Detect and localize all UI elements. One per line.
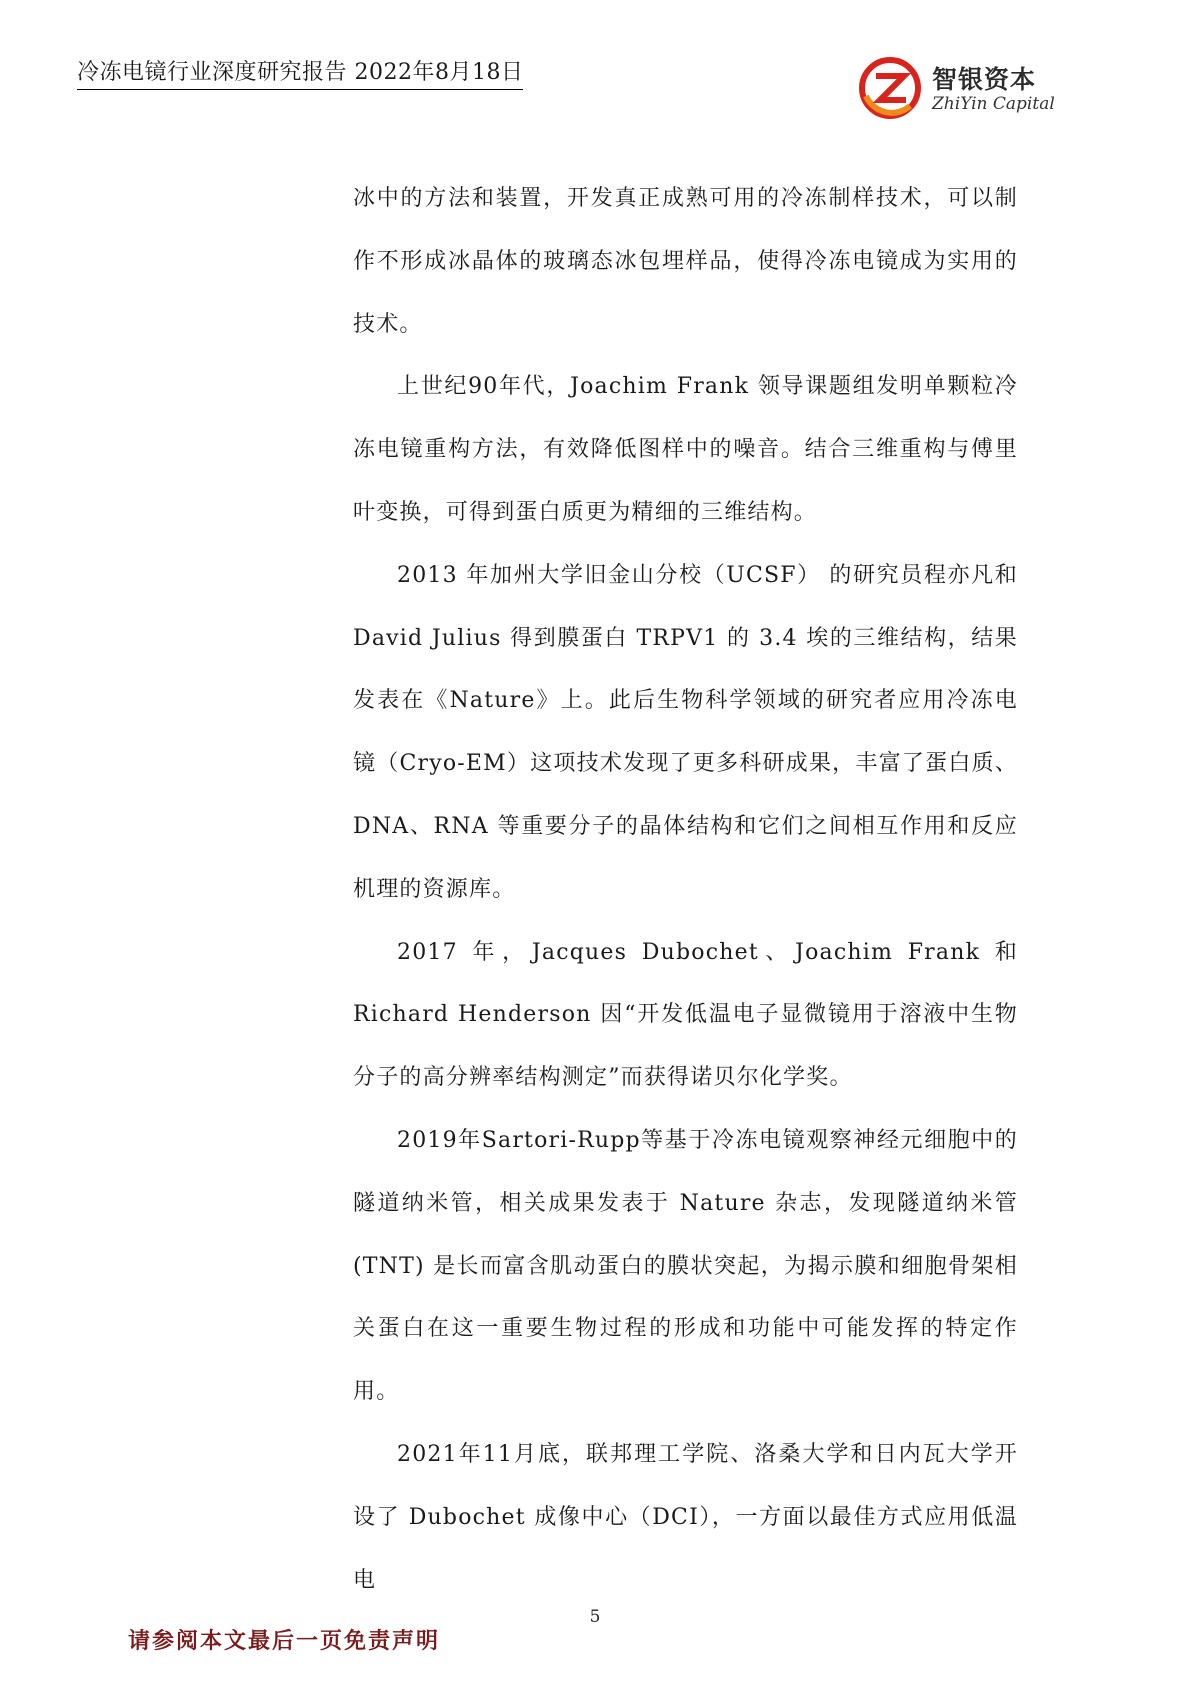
page-number: 5 [589,1607,601,1627]
header-title: 冷冻电镜行业深度研究报告 2022年8月18日 [77,58,523,90]
paragraph: 上世纪90年代，Joachim Frank 领导课题组发明单颗粒冷冻电镜重构方法，有效降低图样中的噪音。结合三维重构与傅里叶变换，可得到蛋白质更为精细的三维结构。 [353,374,1018,525]
logo-name-cn: 智银资本 [932,65,1037,94]
body-text [353,168,1018,1612]
logo [858,52,1055,122]
paragraph: 2021年11月底，联邦理工学院、洛桑大学和日内瓦大学开设了 Dubochet 成像中心（DCI），一方面以最佳方式应用低温电 [353,1441,1018,1593]
paragraph: 2017 年，Jacques Dubochet、Joachim Frank 和 Richard Henderson 因“开发低温电子显微镜用于溶液中生物分子的高分辨率结构测定”而获得诺贝尔化学奖。 [353,939,1018,1091]
footer-disclaimer: 请参阅本文最后一页免责声明 [128,1629,441,1654]
paragraph: 2013 年加州大学旧金山分校（UCSF） 的研究员程亦凡和David Julius 得到膜蛋白 TRPV1 的 3.4 埃的三维结构，结果发表在《Nature》上。此后生物科学领域的研究者应用冷冻电镜（Cryo-EM）这项技术发现了更多科研成果，丰富了蛋白质、DNA、RNA 等重要分子的晶体结构和它们之间相互作用和反应机理的资源库。 [353,562,1018,902]
paragraph: 2019年Sartori-Rupp等基于冷冻电镜观察神经元细胞中的隧道纳米管，相关成果发表于 Nature 杂志，发现隧道纳米管(TNT) 是长而富含肌动蛋白的膜状突起，为揭示膜和细胞骨架相关蛋白在这一重要生物过程的形成和功能中可能发挥的特定作用。 [353,1127,1018,1405]
logo-name-en: ZhiYin Capital [932,94,1055,114]
paragraph: 冰中的方法和装置，开发真正成熟可用的冷冻制样技术，可以制作不形成冰晶体的玻璃态冰包埋样品，使得冷冻电镜成为实用的技术。 [353,186,1018,337]
zhiyin-logo-icon [858,56,922,120]
